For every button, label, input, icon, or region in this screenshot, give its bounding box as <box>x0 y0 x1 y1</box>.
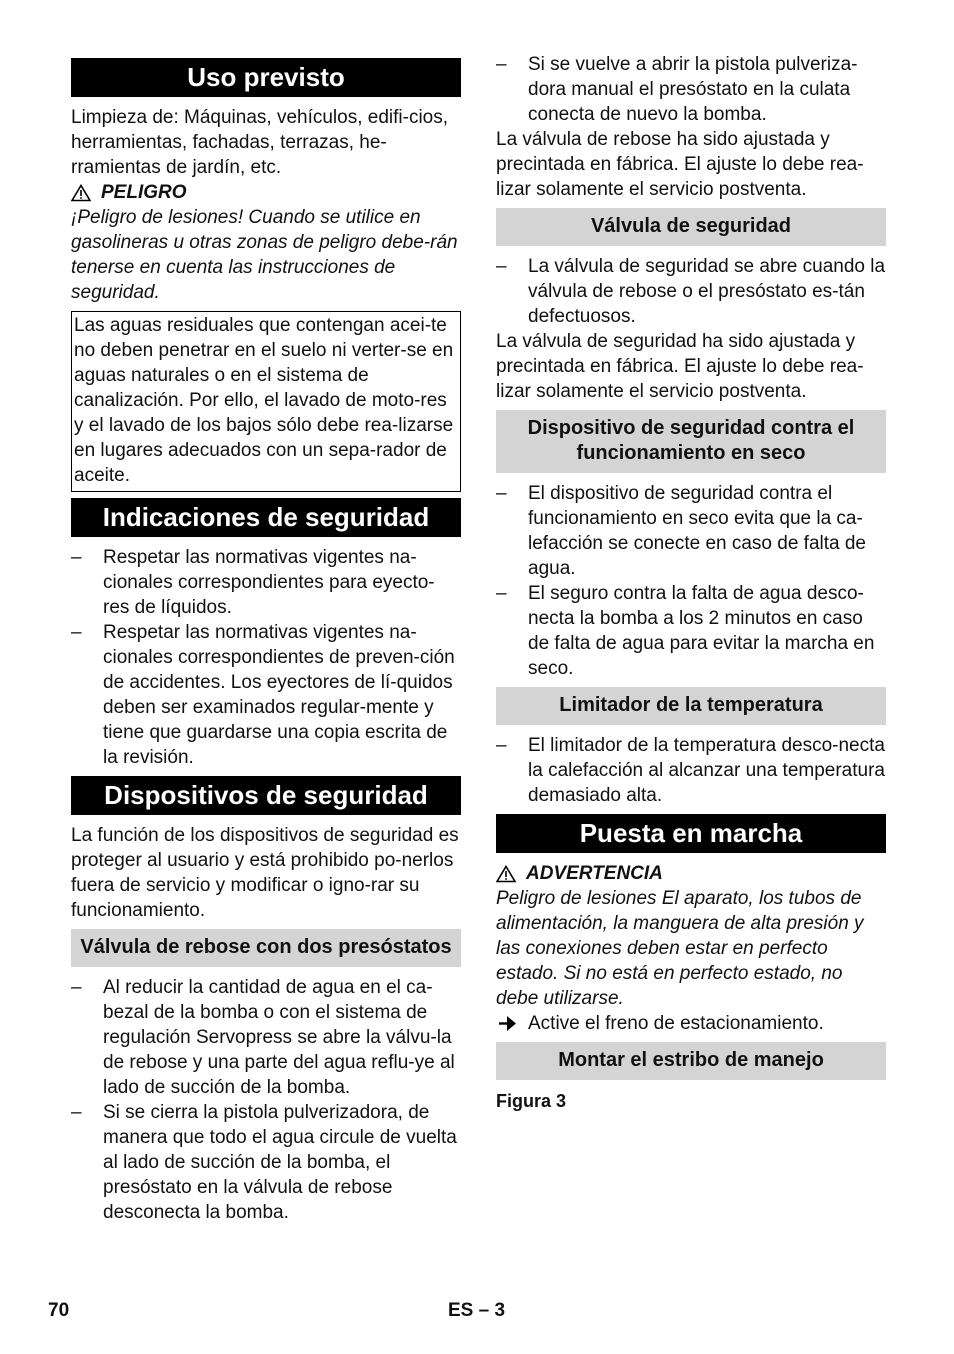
list-item: – Si se vuelve a abrir la pistola pulveriza-dora manual el presóstato en la culata conecta de nuevo la bomba. <box>496 54 858 125</box>
valvula-rebose-list <box>71 975 461 1225</box>
right-column <box>496 52 886 1114</box>
list-dash: – <box>71 977 82 998</box>
oil-water-notice-text: Las aguas residuales que contengan acei-te no deben penetrar en el suelo ni verter-se en aguas naturales o en el sistema de canalización. Por ello, el lavado de moto-res y el lavado de los bajos sólo debe rea-lizarse en lugares adecuados con un sepa-rador de aceite. <box>74 315 454 486</box>
limitador-list <box>496 733 886 808</box>
list-item: – La válvula de seguridad se abre cuando la válvula de rebose o el presóstato es-tán defectuosos. <box>496 256 886 327</box>
oil-water-notice-box <box>71 311 461 492</box>
valvula-seguridad-list <box>496 254 886 329</box>
warning-triangle-icon <box>71 184 91 202</box>
list-item: – El limitador de la temperatura desco-necta la calefacción al alcanzar una temperatura demasiado alta. <box>496 735 885 806</box>
dispositivos-text: La función de los dispositivos de seguridad es proteger al usuario y está prohibido po-nerlos fuera de servicio y modificar o igno-rar su funcionamiento. <box>71 825 459 921</box>
figure-label: Figura 3 <box>496 1091 567 1111</box>
list-dash: – <box>496 256 507 277</box>
list-item: – Respetar las normativas vigentes na-cionales correspondientes de preven-ción de accidentes. Los eyectores de lí-quidos deben ser examinados regular-mente y tiene que guardarse una copia escrita de la revisión. <box>71 622 455 768</box>
arrow-right-icon <box>496 1011 528 1036</box>
uso-previsto-text: Limpieza de: Máquinas, vehículos, edifi-cios, herramientas, fachadas, terrazas, he-rramientas de jardín, etc. <box>71 107 449 178</box>
list-dash: – <box>71 622 82 643</box>
list-dash: – <box>71 547 82 568</box>
advertencia-text: Peligro de lesiones El aparato, los tubos de alimentación, la manguera de alta presión y las conexiones deben estar en perfecto estado. Si no está en perfecto estado, no debe utilizarse. <box>496 888 864 1009</box>
rebose-note: La válvula de rebose ha sido ajustada y precintada en fábrica. El ajuste lo debe rea-lizar solamente el servicio postventa. <box>496 129 864 200</box>
list-item: – Al reducir la cantidad de agua en el ca-bezal de la bomba o con el sistema de regulación Servopress se abre la válvu-la de rebose y una parte del agua reflu-ye al lado de succión de la bomba. <box>71 977 455 1098</box>
action-text: Active el freno de estacionamiento. <box>528 1013 824 1034</box>
language-page-label: ES – 3 <box>448 1300 506 1321</box>
list-item: – Respetar las normativas vigentes na-cionales correspondientes para eyecto-res de líquidos. <box>71 547 435 618</box>
list-item: – El dispositivo de seguridad contra el funcionamiento en seco evita que la ca-lefacción se conecte en caso de falta de agua. <box>496 483 867 579</box>
valvula-rebose-list-continued <box>496 52 886 127</box>
list-dash: – <box>496 583 507 604</box>
peligro-heading <box>71 180 461 205</box>
peligro-text: ¡Peligro de lesiones! Cuando se utilice en gasolineras u otras zonas de peligro debe-rán tenerse en cuenta las instrucciones de seguridad. <box>71 207 458 303</box>
peligro-label: PELIGRO <box>101 182 187 203</box>
subheading-valvula-rebose: Válvula de rebose con dos presóstatos <box>71 929 461 967</box>
subheading-valvula-seguridad: Válvula de seguridad <box>496 208 886 246</box>
heading-uso-previsto: Uso previsto <box>71 58 461 97</box>
list-dash: – <box>496 483 507 504</box>
list-item: – Si se cierra la pistola pulverizadora, de manera que todo el agua circule de vuelta al lado de succión de la bomba, el presóstato en la válvula de rebose desconecta la bomba. <box>71 1102 457 1223</box>
warning-triangle-icon <box>496 865 516 883</box>
list-item: – El seguro contra la falta de agua desco-necta la bomba a los 2 minutos en caso de falta de agua para evitar la marcha en seco. <box>496 583 875 679</box>
subheading-montar-estribo: Montar el estribo de manejo <box>496 1042 886 1080</box>
page-number: 70 <box>48 1300 70 1321</box>
list-dash: – <box>71 1102 82 1123</box>
advertencia-heading <box>496 861 886 886</box>
list-dash: – <box>496 735 507 756</box>
heading-puesta-en-marcha: Puesta en marcha <box>496 814 886 853</box>
indicaciones-list <box>71 545 461 770</box>
funcionamiento-seco-list <box>496 481 886 681</box>
heading-dispositivos-seguridad: Dispositivos de seguridad <box>71 776 461 815</box>
heading-indicaciones-seguridad: Indicaciones de seguridad <box>71 498 461 537</box>
list-dash: – <box>496 54 507 75</box>
subheading-limitador-temperatura: Limitador de la temperatura <box>496 687 886 725</box>
action-step <box>496 1011 886 1036</box>
advertencia-label: ADVERTENCIA <box>526 863 663 884</box>
subheading-funcionamiento-seco: Dispositivo de seguridad contra el funcionamiento en seco <box>496 410 886 473</box>
left-column <box>71 52 461 1225</box>
valvula-seguridad-note: La válvula de seguridad ha sido ajustada y precintada en fábrica. El ajuste lo debe rea-lizar solamente el servicio postventa. <box>496 331 864 402</box>
